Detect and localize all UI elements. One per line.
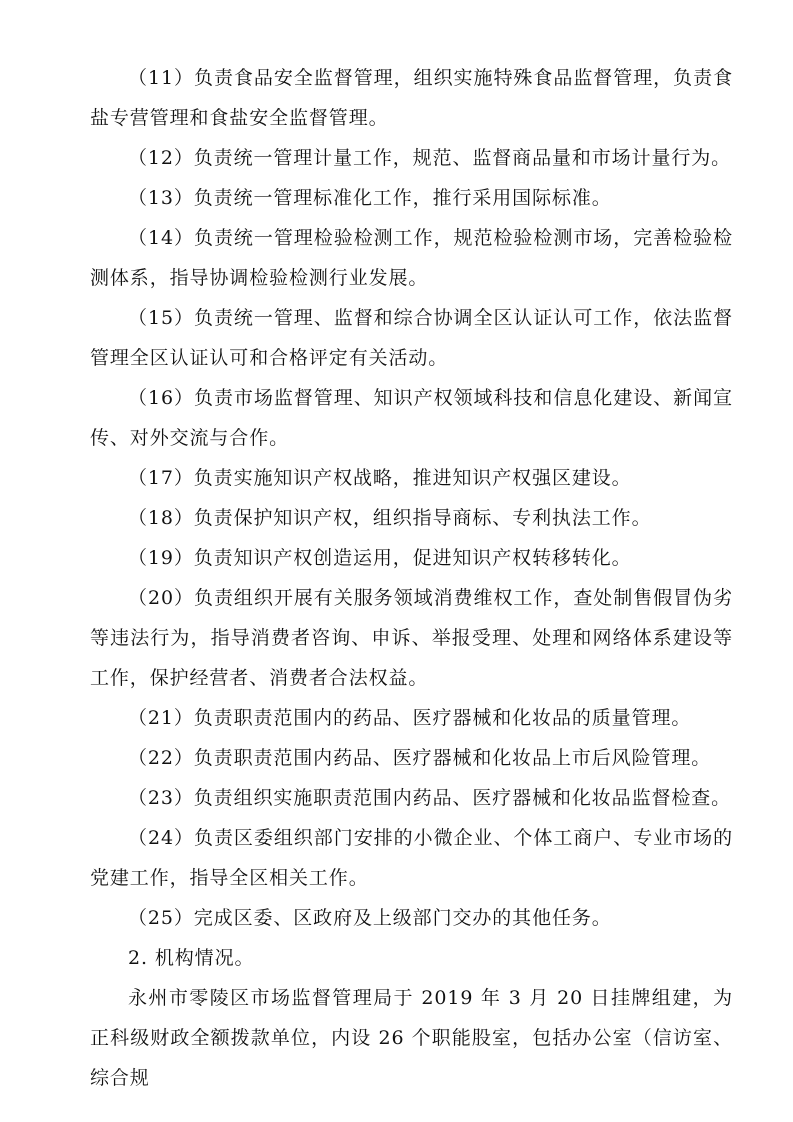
duty-item-16: （16）负责市场监督管理、知识产权领域科技和信息化建设、新闻宣传、对外交流与合作。 bbox=[90, 387, 733, 449]
duty-item-20: （20）负责组织开展有关服务领域消费维权工作，查处制售假冒伪劣等违法行为，指导消费者咨询、申诉、举报受理、处理和网络体系建设等工作，保护经营者、消费者合法权益。 bbox=[90, 587, 733, 689]
duty-item-21: （21）负责职责范围内的药品、医疗器械和化妆品的质量管理。 bbox=[128, 707, 692, 729]
duty-item-19: （19）负责知识产权创造运用，促进知识产权转移转化。 bbox=[128, 547, 632, 569]
duty-item-22: （22）负责职责范围内药品、医疗器械和化妆品上市后风险管理。 bbox=[128, 747, 712, 769]
organization-paragraph: 永州市零陵区市场监督管理局于 2019 年 3 月 20 日挂牌组建，为正科级财政全额拨款单位，内设 26 个职能股室，包括办公室（信访室、综合规 bbox=[90, 987, 733, 1089]
duty-item-25: （25）完成区委、区政府及上级部门交办的其他任务。 bbox=[128, 907, 612, 929]
duty-item-14: （14）负责统一管理检验检测工作，规范检验检测市场，完善检验检测体系，指导协调检验检测行业发展。 bbox=[90, 227, 733, 289]
duty-item-17: （17）负责实施知识产权战略，推进知识产权强区建设。 bbox=[128, 467, 632, 489]
duty-item-15: （15）负责统一管理、监督和综合协调全区认证认可工作，依法监督管理全区认证认可和合格评定有关活动。 bbox=[90, 307, 733, 369]
duty-item-23: （23）负责组织实施职责范围内药品、医疗器械和化妆品监督检查。 bbox=[128, 787, 732, 809]
duty-item-13: （13）负责统一管理标准化工作，推行采用国际标准。 bbox=[128, 187, 612, 209]
duty-item-24: （24）负责区委组织部门安排的小微企业、个体工商户、专业市场的党建工作，指导全区相关工作。 bbox=[90, 827, 733, 889]
duty-item-11: （11）负责食品安全监督管理，组织实施特殊食品监督管理，负责食盐专营管理和食盐安全监督管理。 bbox=[90, 67, 733, 129]
section-heading-organization: 2. 机构情况。 bbox=[128, 947, 255, 969]
document-page bbox=[90, 58, 733, 1098]
duty-item-12: （12）负责统一管理计量工作，规范、监督商品量和市场计量行为。 bbox=[128, 147, 732, 169]
duty-item-18: （18）负责保护知识产权，组织指导商标、专利执法工作。 bbox=[128, 507, 652, 529]
